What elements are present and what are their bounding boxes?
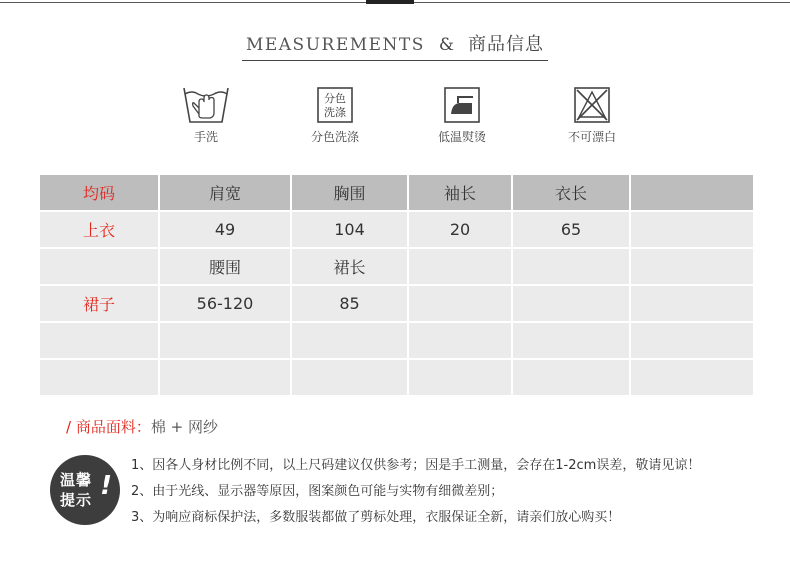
tip-note: 2、由于光线、显示器等原因，图案颜色可能与实物有细微差别； — [131, 484, 504, 499]
low-temp-iron-icon — [443, 86, 481, 124]
fabric-value: 棉 + 网纱 — [150, 418, 218, 436]
care-label-hand-wash: 手洗 — [193, 130, 218, 144]
heading-title-en: MEASUREMENTS — [245, 35, 425, 55]
table-row — [39, 359, 754, 396]
table-cell: 裙长 — [291, 248, 408, 285]
table-cell — [39, 359, 159, 396]
table-cell — [39, 322, 159, 359]
fabric-info — [66, 416, 218, 437]
table-cell: 裙子 — [39, 285, 159, 322]
table-row — [39, 322, 754, 359]
table-cell: 衣长 — [512, 174, 630, 211]
page-heading — [0, 30, 790, 61]
fabric-label: 商品面料： — [75, 418, 151, 436]
table-cell — [512, 359, 630, 396]
tips-badge-line-2: 提示 — [60, 491, 93, 509]
table-cell: 56-120 — [159, 285, 291, 322]
table-cell: 胸围 — [291, 174, 408, 211]
care-item-wash-separately — [290, 86, 380, 145]
top-divider-mark — [366, 0, 414, 4]
table-cell — [408, 322, 512, 359]
table-cell — [512, 248, 630, 285]
hand-wash-icon — [182, 86, 230, 124]
care-label-do-not-bleach: 不可漂白 — [567, 130, 616, 144]
table-cell: 袖长 — [408, 174, 512, 211]
table-cell: 上衣 — [39, 211, 159, 248]
size-table — [38, 173, 755, 397]
table-cell — [408, 359, 512, 396]
care-label-low-temp-iron: 低温熨烫 — [437, 130, 486, 144]
heading-title-cn: 商品信息 — [468, 34, 545, 55]
table-cell — [512, 285, 630, 322]
tips-badge-line-1: 温馨 — [60, 471, 93, 489]
tips-badge — [50, 455, 120, 525]
heading-underline — [242, 30, 548, 61]
table-cell — [408, 285, 512, 322]
care-label-wash-separately: 分色洗涤 — [310, 130, 359, 144]
table-cell: 65 — [512, 211, 630, 248]
wash-separately-icon-text-2: 洗涤 — [324, 106, 346, 119]
table-cell — [408, 248, 512, 285]
care-item-low-temp-iron — [417, 86, 507, 145]
table-cell — [630, 211, 754, 248]
table-cell: 均码 — [39, 174, 159, 211]
table-cell — [39, 248, 159, 285]
table-cell: 腰围 — [159, 248, 291, 285]
table-row — [39, 248, 754, 285]
tips-notes — [131, 455, 700, 533]
table-cell — [159, 322, 291, 359]
care-item-do-not-bleach — [547, 86, 637, 145]
fabric-slash: / — [66, 418, 72, 436]
care-item-hand-wash — [161, 86, 251, 145]
table-cell: 104 — [291, 211, 408, 248]
table-cell: 20 — [408, 211, 512, 248]
table-row — [39, 285, 754, 322]
table-cell — [630, 359, 754, 396]
table-row — [39, 211, 754, 248]
tip-note: 1、因各人身材比例不同，以上尺码建议仅供参考；因是手工测量，会存在1-2cm误差，敬请见谅！ — [131, 458, 701, 473]
table-cell — [512, 322, 630, 359]
table-cell — [159, 359, 291, 396]
table-cell — [630, 248, 754, 285]
table-cell — [630, 285, 754, 322]
table-cell: 85 — [291, 285, 408, 322]
tip-note: 3、为响应商标保护法，多数服装都做了剪标处理，衣服保证全新，请亲们放心购买！ — [131, 510, 621, 525]
table-cell: 肩宽 — [159, 174, 291, 211]
table-cell — [630, 174, 754, 211]
do-not-bleach-icon — [573, 86, 611, 124]
wash-separately-icon-text-1: 分色 — [324, 92, 346, 105]
table-cell — [291, 359, 408, 396]
heading-ampersand: & — [438, 35, 455, 55]
table-cell — [291, 322, 408, 359]
wash-separately-icon — [316, 86, 354, 124]
tips-badge-exclamation: ! — [100, 471, 112, 501]
table-cell: 49 — [159, 211, 291, 248]
table-header-row — [39, 174, 754, 211]
table-cell — [630, 322, 754, 359]
